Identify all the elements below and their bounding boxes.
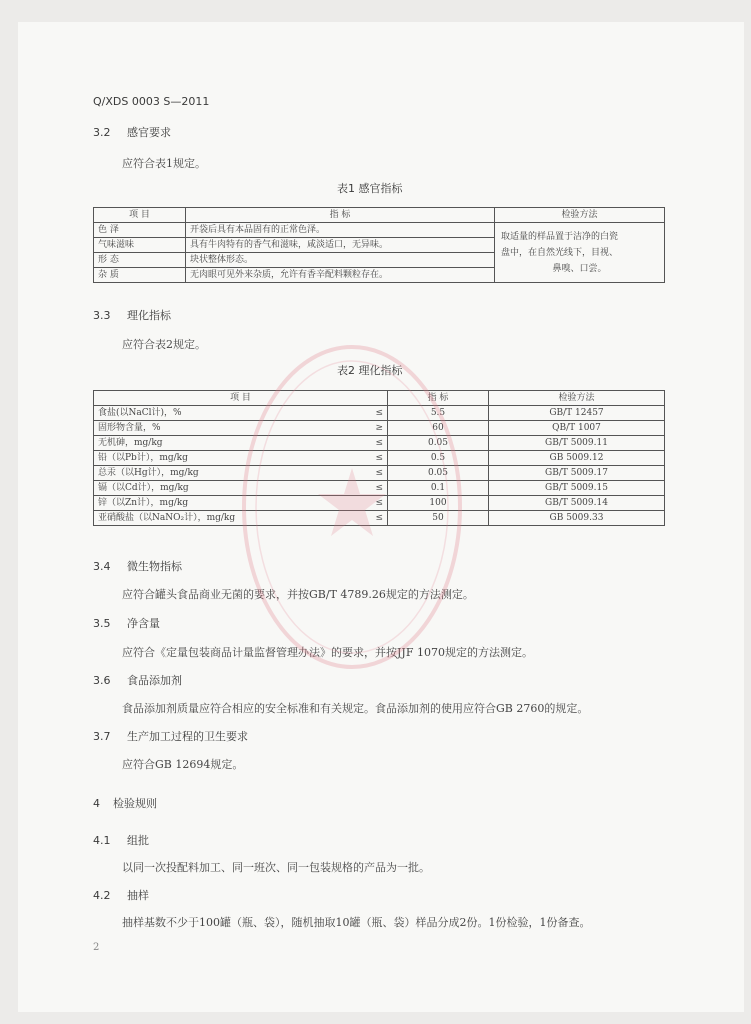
section-3-3-heading [93,309,171,323]
comparison-symbol: ≤ [375,498,383,508]
table1-item: 形 态 [94,253,186,268]
section-3-2-text: 应符合表1规定。 [122,157,206,170]
section-3-5-heading [93,617,160,631]
standard-code: Q/XDS 0003 S—2011 [93,95,210,108]
section-3-3-text: 应符合表2规定。 [122,338,206,351]
sensory-table [93,207,665,283]
table2-value: 0.1 [388,481,489,496]
table2-item: 无机砷，mg/kg [98,438,163,448]
table2-method: GB/T 5009.14 [489,496,665,511]
section-4-2-heading [93,889,149,903]
table2-method: GB 5009.12 [489,451,665,466]
method-line: 鼻嗅、口尝。 [552,263,607,274]
table2-value: 60 [388,421,489,436]
table2-item: 镉（以Cd计），mg/kg [98,483,189,493]
section-number: 3.2 [93,126,111,139]
comparison-symbol: ≤ [375,408,383,418]
table2-header-method: 检验方法 [489,391,665,406]
table1-header-index: 指 标 [186,208,495,223]
table2-item: 铅（以Pb计），mg/kg [98,453,188,463]
comparison-symbol: ≤ [375,438,383,448]
table2-value: 0.05 [388,436,489,451]
section-title: 净含量 [127,617,160,630]
table2-value: 0.05 [388,466,489,481]
table1-item: 色 泽 [94,223,186,238]
section-3-4-heading [93,560,182,574]
table2-value: 100 [388,496,489,511]
section-4-1-text: 以同一次投配料加工、同一班次、同一包装规格的产品为一批。 [122,861,430,874]
section-3-2-heading [93,126,171,140]
table2-header-value: 指 标 [388,391,489,406]
comparison-symbol: ≤ [375,483,383,493]
section-3-7-text: 应符合GB 12694规定。 [122,758,244,771]
table1-index: 无肉眼可见外来杂质，允许有香辛配料颗粒存在。 [186,268,495,283]
comparison-symbol: ≤ [375,453,383,463]
table2-method: QB/T 1007 [489,421,665,436]
table1-caption: 表1 感官指标 [337,182,403,195]
table2-method: GB 5009.33 [489,511,665,526]
section-title: 理化指标 [127,309,171,322]
table1-header-method: 检验方法 [495,208,665,223]
section-title: 感官要求 [127,126,171,139]
table2-method: GB/T 12457 [489,406,665,421]
official-seal-stamp [236,338,468,676]
section-3-6-text: 食品添加剂质量应符合相应的安全标准和有关规定。食品添加剂的使用应符合GB 2760的规定。 [122,702,589,715]
table2-item: 食盐(以NaCl计)，% [98,408,182,418]
section-4-1-heading [93,834,149,848]
table2-method: GB/T 5009.11 [489,436,665,451]
table1-index: 块状整体形态。 [186,253,495,268]
table2-item: 锌（以Zn计），mg/kg [98,498,189,508]
section-title: 抽样 [127,889,149,902]
table2-caption: 表2 理化指标 [337,364,403,377]
table2-item: 总汞（以Hg计），mg/kg [98,468,199,478]
section-title: 食品添加剂 [127,674,182,687]
table1-method [495,223,665,283]
section-number: 3.5 [93,617,111,630]
section-title: 组批 [127,834,149,847]
section-3-7-heading [93,730,248,744]
section-title: 微生物指标 [127,560,182,573]
section-3-5-text: 应符合《定量包装商品计量监督管理办法》的要求，并按JJF 1070规定的方法测定。 [122,646,533,659]
section-number: 3.4 [93,560,111,573]
table2-value: 5.5 [388,406,489,421]
comparison-symbol: ≥ [375,423,383,433]
section-number: 3.7 [93,730,111,743]
comparison-symbol: ≤ [375,468,383,478]
table2-method: GB/T 5009.15 [489,481,665,496]
table1-item: 气味滋味 [94,238,186,253]
table2-value: 0.5 [388,451,489,466]
table2-header-item: 项 目 [94,391,388,406]
comparison-symbol: ≤ [375,513,383,523]
section-number: 3.3 [93,309,111,322]
table2-method: GB/T 5009.17 [489,466,665,481]
table1-item: 杂 质 [94,268,186,283]
section-title: 生产加工过程的卫生要求 [127,730,248,743]
table2-item: 亚硝酸盐（以NaNO₂计），mg/kg [98,513,236,523]
table1-index: 具有牛肉特有的香气和滋味，咸淡适口，无异味。 [186,238,495,253]
section-number: 4 [93,797,100,810]
page-number: 2 [93,942,100,953]
table2-item: 固形物含量，% [98,423,161,433]
section-number: 4.1 [93,834,111,847]
table1-index: 开袋后具有本品固有的正常色泽。 [186,223,495,238]
section-number: 3.6 [93,674,111,687]
section-4-heading [93,797,157,811]
section-3-6-heading [93,674,182,688]
section-4-2-text: 抽样基数不少于100罐（瓶、袋），随机抽取10罐（瓶、袋）样品分成2份。1份检验，1份备查。 [122,916,591,929]
table1-header-item: 项 目 [94,208,186,223]
section-title: 检验规则 [113,797,157,810]
table2-value: 50 [388,511,489,526]
section-3-4-text: 应符合罐头食品商业无菌的要求，并按GB/T 4789.26规定的方法测定。 [122,588,474,601]
table-row [94,223,665,238]
method-line: 取适量的样品置于洁净的白瓷 [501,231,619,242]
method-line: 盘中，在自然光线下，目视、 [501,247,619,258]
section-number: 4.2 [93,889,111,902]
